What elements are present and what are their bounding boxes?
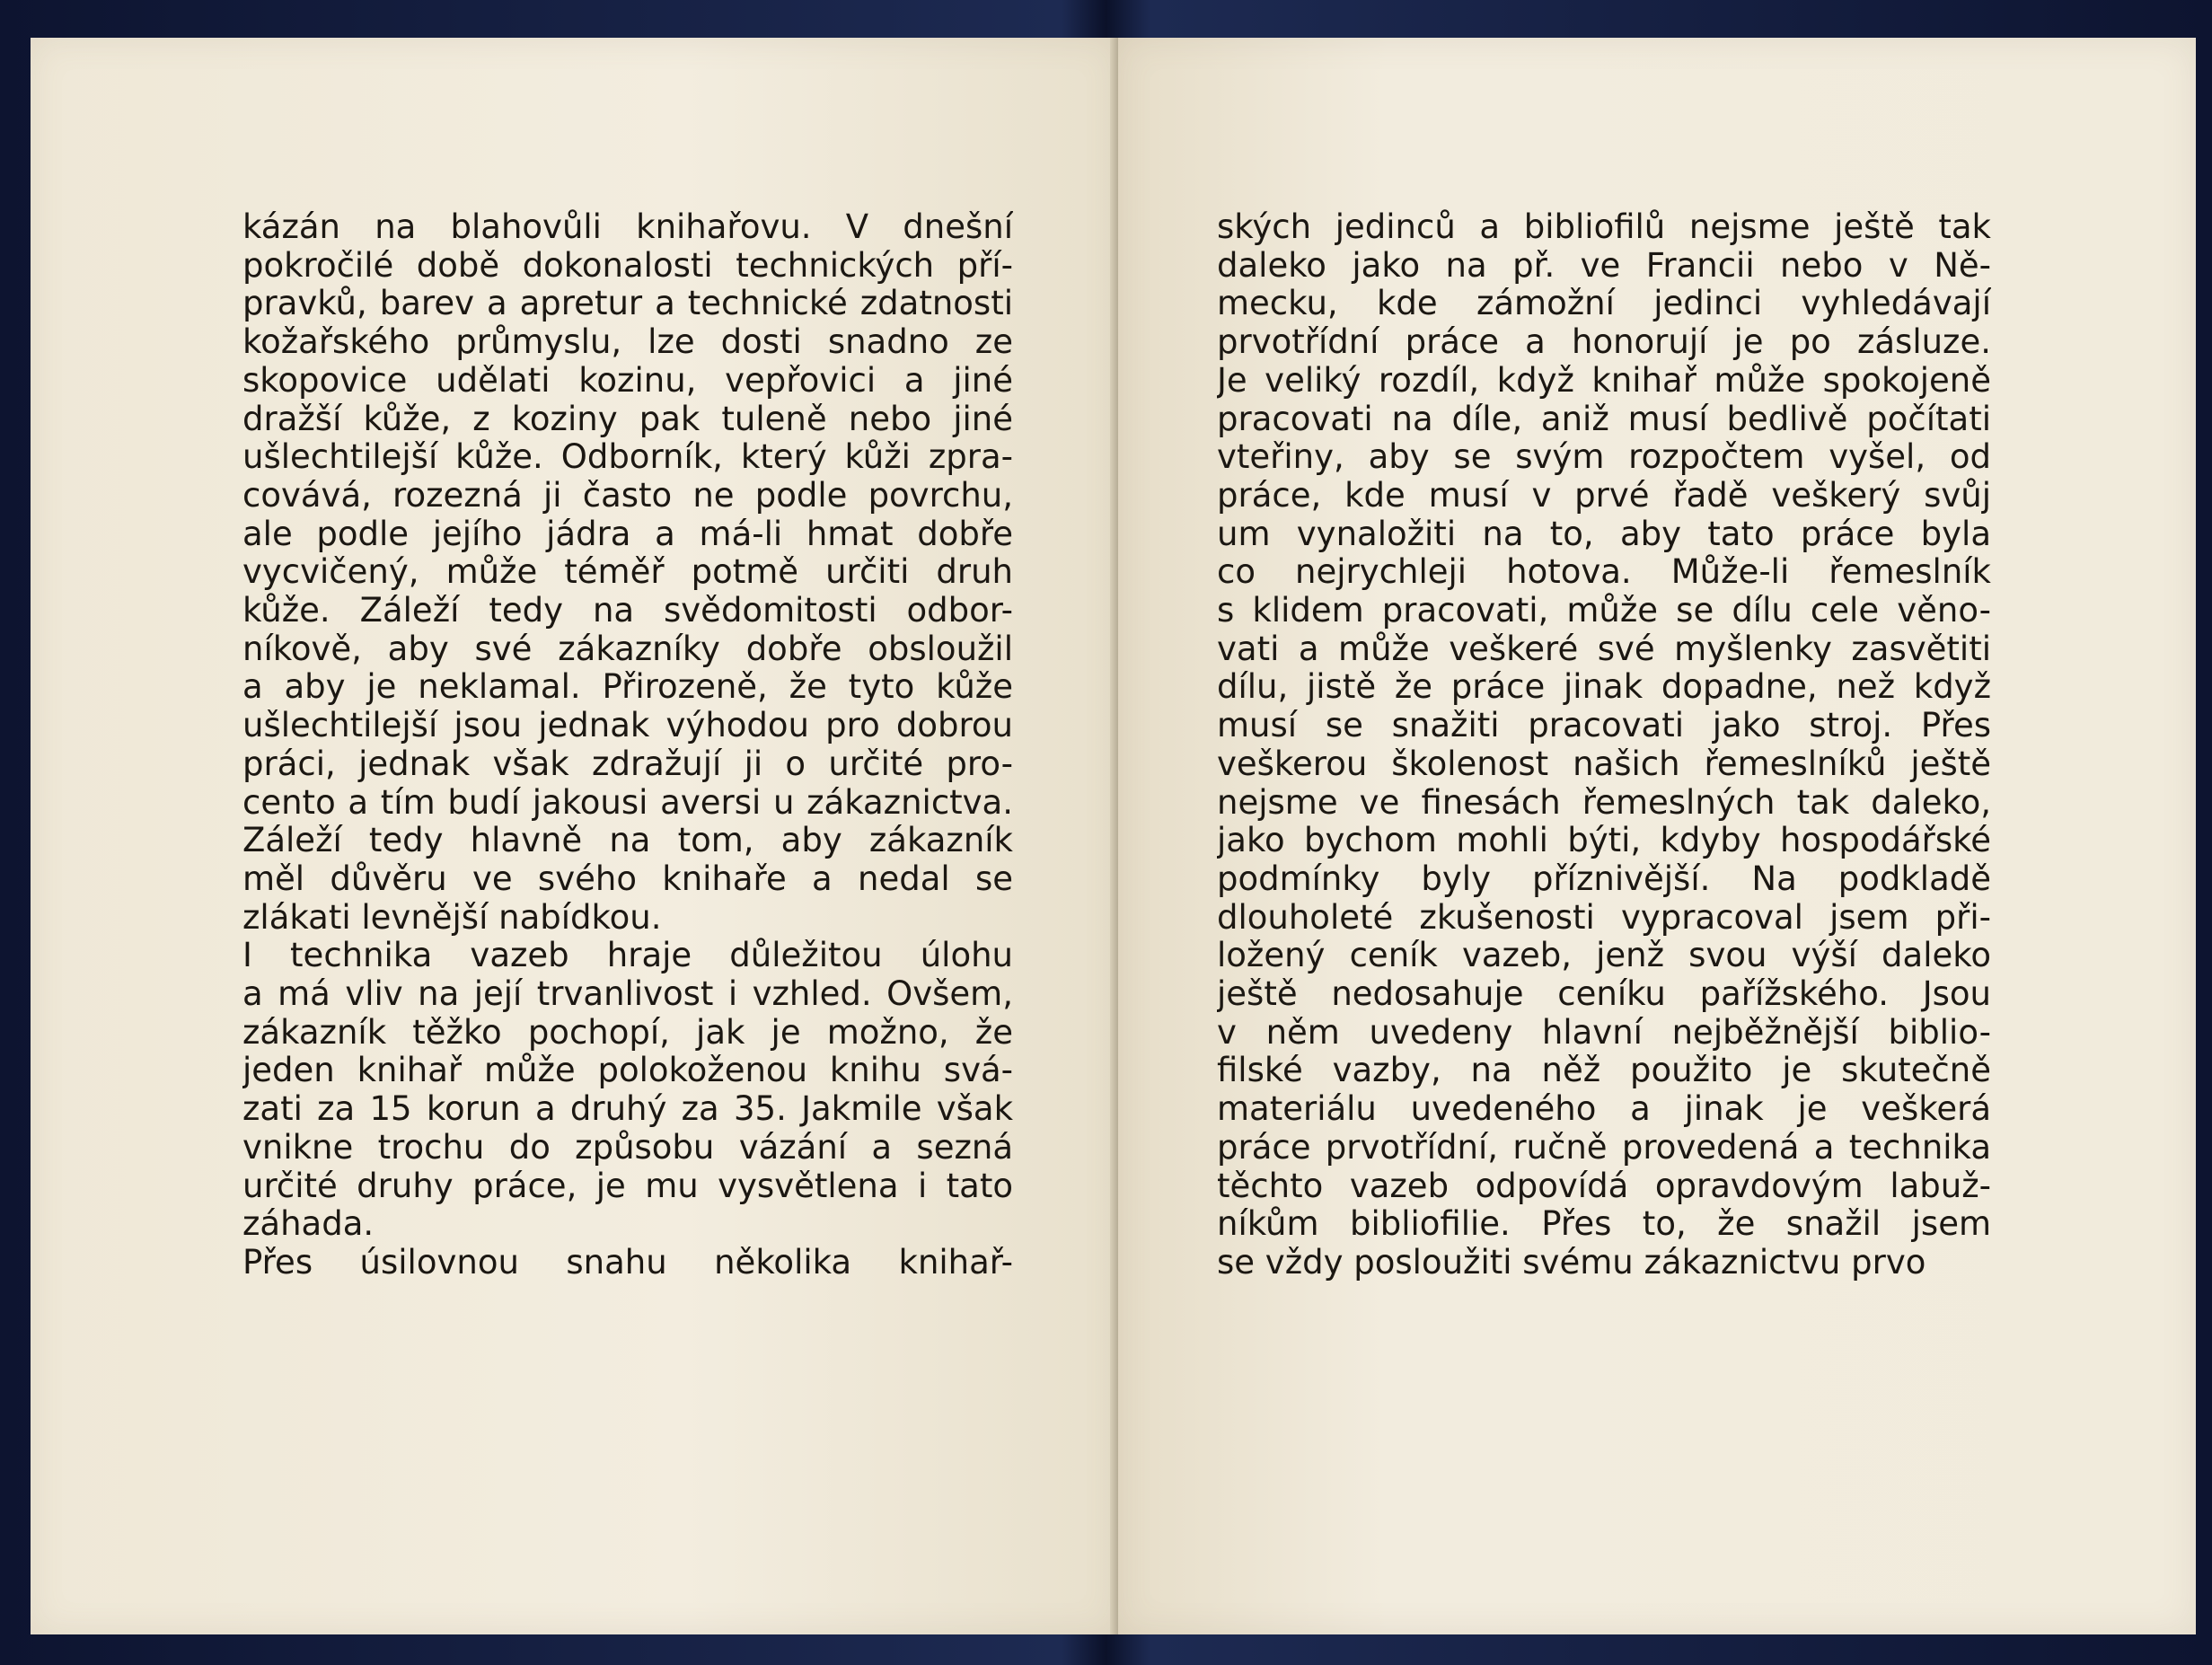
text-line: ušlechtilejší kůže. Odborník, který kůži zpra-	[242, 438, 1013, 477]
text-line: záhada.	[242, 1205, 375, 1244]
text-line: ušlechtilejší jsou jednak výhodou pro dobrou	[242, 707, 1013, 745]
text-line: dražší kůže, z koziny pak tuleně nebo jiné	[242, 400, 1013, 438]
text-line: daleko jako na př. ve Francii nebo v Ně-	[1217, 246, 1991, 285]
text-line: filské vazby, na něž použito je skutečně	[1217, 1052, 1991, 1090]
text-line: určité druhy práce, je mu vysvětlena i tato	[242, 1167, 1013, 1205]
text-line: kázán na blahovůli knihařovu. V dnešní	[242, 208, 1013, 246]
text-line: vati a může veškeré své myšlenky zasvětiti	[1217, 630, 1991, 668]
text-line: práce, kde musí v prvé řadě veškerý svůj	[1217, 476, 1991, 515]
text-line: prvotřídní práce a honorují je po zásluze.	[1217, 323, 1991, 362]
text-line: vycvičený, může téměř potmě určiti druh	[242, 553, 1013, 592]
text-line: ale podle jejího jádra a má-li hmat dobře	[242, 515, 1013, 553]
text-line: nejsme ve finesách řemeslných tak daleko,	[1217, 783, 1991, 822]
text-line: zlákati levnější nabídkou.	[242, 898, 662, 937]
text-line: pokročilé době dokonalosti technických pří-	[242, 246, 1013, 285]
text-line: ložený ceník vazeb, jenž svou výší daleko	[1217, 937, 1991, 975]
text-line: ských jedinců a bibliofilů nejsme ještě tak	[1217, 208, 1991, 246]
text-line: veškerou školenost našich řemeslníků ještě	[1217, 744, 1991, 783]
left-page-text	[242, 208, 1013, 1282]
text-line: Přes úsilovnou snahu několika knihař-	[242, 1243, 1013, 1282]
right-page	[1118, 38, 2196, 1634]
text-line: měl důvěru ve svého knihaře a nedal se	[242, 859, 1013, 898]
text-line: kožařského průmyslu, lze dosti snadno ze	[242, 323, 1013, 362]
text-line: těchto vazeb odpovídá opravdovým labuž-	[1217, 1167, 1991, 1205]
text-line: co nejrychleji hotova. Může-li řemeslník	[1217, 553, 1991, 592]
text-line: zákazník těžko pochopí, jak je možno, že	[242, 1013, 1013, 1052]
text-line: Je veliký rozdíl, když knihař může spokojeně	[1217, 361, 1991, 400]
text-line: práci, jednak však zdražují ji o určité pro-	[242, 744, 1013, 783]
text-line: dlouholeté zkušenosti vypracoval jsem při-	[1217, 898, 1991, 937]
text-line: jeden knihař může polokoženou knihu svá-	[242, 1052, 1013, 1090]
text-line: covává, rozezná ji často ne podle povrchu,	[242, 476, 1013, 515]
text-line: se vždy posloužiti svému zákaznictvu prvo	[1217, 1243, 1926, 1282]
left-page	[31, 38, 1118, 1634]
text-line: s klidem pracovati, může se dílu cele věno-	[1217, 592, 1991, 630]
text-line: um vynaložiti na to, aby tato práce byla	[1217, 515, 1991, 553]
text-line: a aby je neklamal. Přirozeně, že tyto kůže	[242, 668, 1013, 707]
text-line: pravků, barev a apretur a technické zdatnosti	[242, 285, 1013, 323]
text-line: vteřiny, aby se svým rozpočtem vyšel, od	[1217, 438, 1991, 477]
text-line: cento a tím budí jakousi aversi u zákaznictva.	[242, 783, 1013, 822]
text-line: I technika vazeb hraje důležitou úlohu	[242, 937, 1013, 975]
text-line: dílu, jistě že práce jinak dopadne, než když	[1217, 668, 1991, 707]
right-page-text	[1217, 208, 1991, 1282]
text-line: níkově, aby své zákazníky dobře obsloužil	[242, 630, 1013, 668]
text-line: skopovice udělati kozinu, vepřovici a jiné	[242, 361, 1013, 400]
text-line: ještě nedosahuje ceníku pařížského. Jsou	[1217, 975, 1991, 1014]
text-line: podmínky byly příznivější. Na podkladě	[1217, 859, 1991, 898]
text-line: práce prvotřídní, ručně provedená a technika	[1217, 1128, 1991, 1167]
text-line: materiálu uvedeného a jinak je veškerá	[1217, 1090, 1991, 1129]
text-line: musí se snažiti pracovati jako stroj. Přes	[1217, 707, 1991, 745]
text-line: mecku, kde zámožní jedinci vyhledávají	[1217, 285, 1991, 323]
text-line: a má vliv na její trvanlivost i vzhled. Ovšem,	[242, 975, 1013, 1014]
text-line: vnikne trochu do způsobu vázání a sezná	[242, 1128, 1013, 1167]
text-line: Záleží tedy hlavně na tom, aby zákazník	[242, 822, 1013, 860]
text-line: pracovati na díle, aniž musí bedlivě počítati	[1217, 400, 1991, 438]
text-line: níkům bibliofilie. Přes to, že snažil jsem	[1217, 1205, 1991, 1244]
text-line: v něm uvedeny hlavní nejběžnější biblio-	[1217, 1013, 1991, 1052]
text-line: zati za 15 korun a druhý za 35. Jakmile však	[242, 1090, 1013, 1129]
text-line: kůže. Záleží tedy na svědomitosti odbor-	[242, 592, 1013, 630]
text-line: jako bychom mohli býti, kdyby hospodářské	[1217, 822, 1991, 860]
